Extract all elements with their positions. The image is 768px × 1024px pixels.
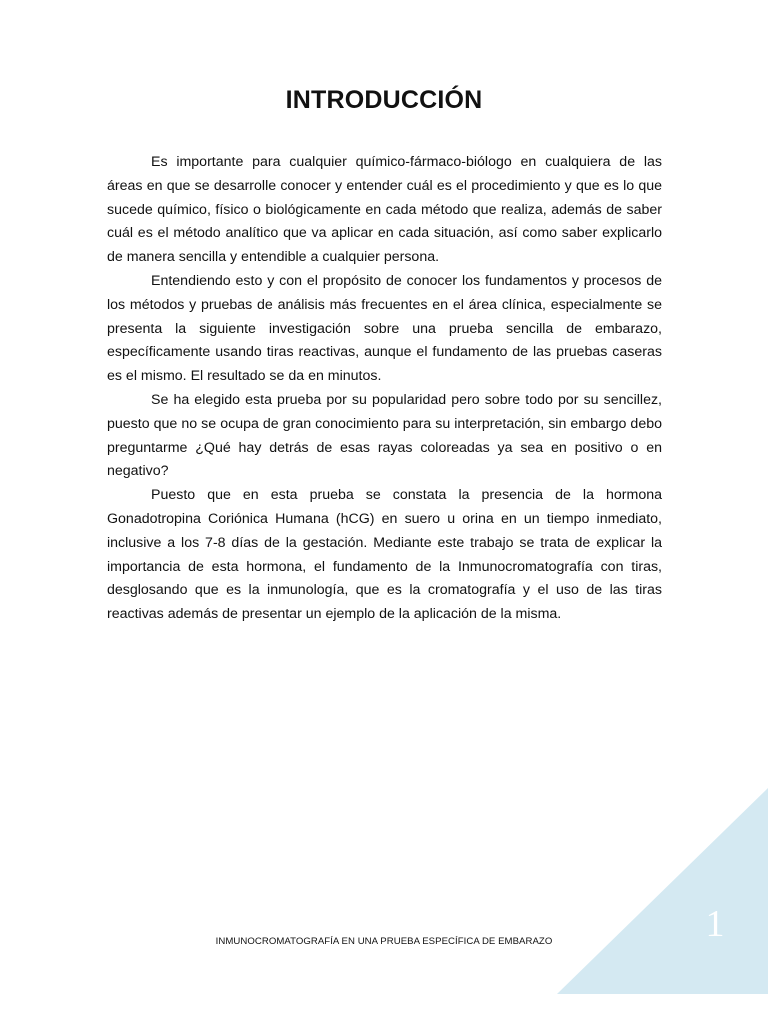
page-number: 1 — [705, 903, 725, 945]
paragraph: Se ha elegido esta prueba por su popularidad pero sobre todo por su sencillez, puesto que no se ocupa de gran conocimiento para su interpretación, sin embargo debo preguntarme ¿Qué hay detrás de esas rayas coloreadas ya sea en positivo o en negativo? — [107, 391, 662, 480]
body-text — [107, 151, 662, 627]
paragraph: Puesto que en esta prueba se constata la presencia de la hormona Gonadotropina Coriónica Humana (hCG) en suero u orina en un tiempo inmediato, inclusive a los 7-8 días de la gestación. Mediante este trabajo se trata de explicar la importancia de esta hormona, el fundamento de la Inmunocromatografía con tiras, desglosando que es la inmunología, que es la cromatografía y el uso de las tiras reactivas además de presentar un ejemplo de la aplicación de la misma. — [107, 487, 662, 623]
corner-triangle-decoration — [557, 788, 768, 994]
paragraph: Entendiendo esto y con el propósito de conocer los fundamentos y procesos de los métodos y pruebas de análisis más frecuentes en el área clínica, especialmente se presenta la siguiente investigación sobre una prueba sencilla de embarazo, específicamente usando tiras reactivas, aunque el fundamento de las pruebas caseras es el mismo. El resultado se da en minutos. — [107, 272, 662, 385]
paragraph: Es importante para cualquier químico-fármaco-biólogo en cualquiera de las áreas en que se desarrolle conocer y entender cuál es el procedimiento y que es lo que sucede químico, físico o biológicamente en cada método que realiza, además de saber cuál es el método analítico que va aplicar en cada situación, así como saber explicarlo de manera sencilla y entendible a cualquier persona. — [107, 154, 662, 266]
page-title: INTRODUCCIÓN — [285, 86, 483, 114]
corner-triangle-shape — [557, 788, 768, 994]
page-footer: INMUNOCROMATOGRAFÍA EN UNA PRUEBA ESPECÍFICA DE EMBARAZO — [215, 936, 553, 947]
